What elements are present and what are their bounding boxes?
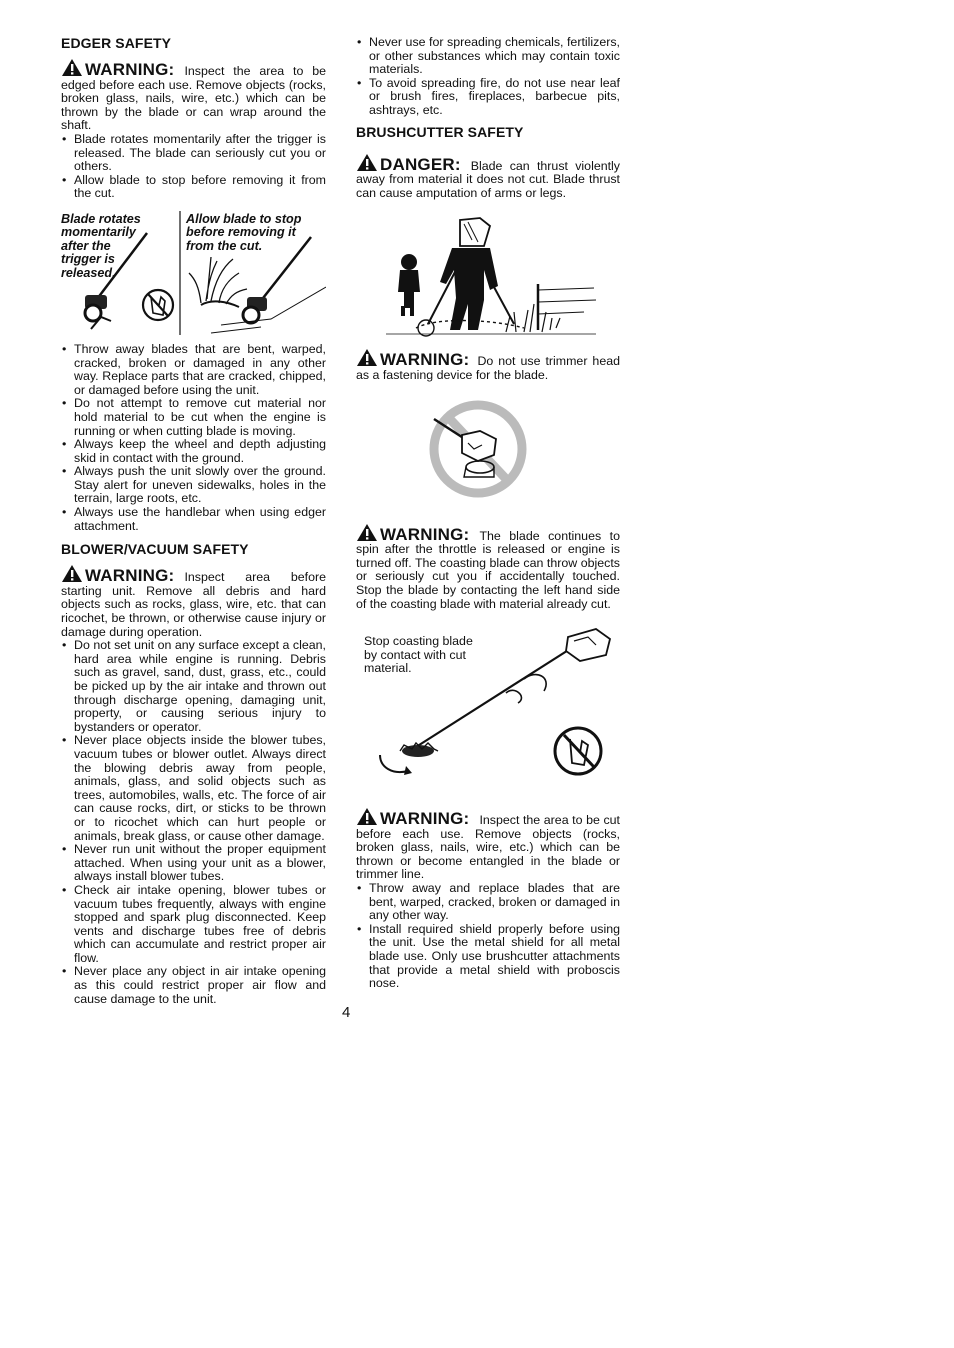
warning-triangle-icon	[61, 58, 83, 77]
coasting-blade-figure	[356, 621, 620, 791]
prohibited-trimmer-head-icon	[356, 383, 620, 519]
coasting-blade-illustration	[356, 621, 620, 791]
brushcutter-danger	[356, 153, 620, 201]
figure-caption-right: Allow blade to stop before removing it from the cut.	[186, 211, 302, 253]
list-item: • Always keep the wheel and depth adjusting skid in contact with the ground.	[61, 438, 326, 465]
brushcutter-bullets	[356, 882, 620, 991]
list-item: • Never place objects inside the blower tubes, vacuum tubes or blower outlet. Always direct the blowing debris away from people, animals, glass, and solid objects such as trees, automobiles, walls, etc. The force of air can cause rocks, dirt, or sticks to be thrown or to ricochet which can hurt people or animals, break glass, or cause other damage.	[61, 734, 326, 843]
right-column	[356, 36, 620, 991]
list-item: • Check air intake opening, blower tubes or vacuum tubes frequently, always with engine stopped and spark plug disconnected. Keep vents and discharge tubes free of debris which can accumulate and restrict proper air flow.	[61, 884, 326, 966]
page-number: 4	[342, 1004, 351, 1021]
list-item: • Never place any object in air intake opening as this could restrict proper air flow and cause damage to the unit.	[61, 965, 326, 1006]
figure-caption-left: Blade rotates momentarily after the trigger is released.	[61, 211, 141, 280]
warning-triangle-icon	[61, 564, 83, 583]
list-item: • Allow blade to stop before removing it from the cut.	[61, 174, 326, 201]
warning-triangle-icon	[356, 807, 378, 826]
coast-caption: Stop coasting blade by contact with cut material.	[364, 634, 473, 676]
warning-text: The blade continues to spin after the throttle is released or engine is turned off. The coasting blade can throw objects or seriously cut you if accidentally touched. Stop the blade by contacting the left hand side of the coasting blade with material already cut.	[356, 528, 620, 611]
brushcutter-warning-1	[356, 348, 620, 382]
list-item: • Never run unit without the proper equipment attached. When using your unit as a blower, always install blower tubes.	[61, 843, 326, 884]
brushcutter-warning-2	[356, 523, 620, 612]
list-item: • Never use for spreading chemicals, fertilizers, or other substances which may contain toxic materials.	[356, 36, 620, 77]
danger-text: Blade can thrust violently away from material it does not cut. Blade thrust can cause amputation of arms or legs.	[356, 158, 620, 200]
edger-illustration	[61, 209, 326, 337]
warning-text: Inspect the area to be cut before each use. Remove objects (rocks, broken glass, nails, wire, etc.) which can be thrown or become entangled in the blade or trimmer line.	[356, 813, 620, 882]
blower-bullets	[61, 639, 326, 1006]
trimmer-head-figure	[356, 383, 620, 519]
warning-text: Do not use trimmer head as a fastening device for the blade.	[356, 354, 620, 382]
warning-text: Inspect area before starting unit. Remove all debris and hard objects such as rocks, glass, wire, etc. that can ricochet, be thrown, or otherwise cause injury or damage during operation.	[61, 570, 326, 639]
list-item: • Always use the handlebar when using edger attachment.	[61, 506, 326, 533]
blower-continued-bullets	[356, 36, 620, 118]
edger-bullets-a	[61, 133, 326, 201]
list-item: • Do not set unit on any surface except a clean, hard area while engine is running. Debris such as gravel, sand, dust, grass, etc., could be picked up by the air intake and thrown out through discharge opening, damaging unit, property, or causing serious injury to bystanders or operator.	[61, 639, 326, 734]
warning-triangle-icon	[356, 523, 378, 542]
warning-label: WARNING:	[380, 524, 470, 544]
list-item: • Install required shield properly before using the unit. Use the metal shield for all metal blade use. Only use brushcutter attachments that provide a metal shield with proboscis nose.	[356, 923, 620, 991]
warning-triangle-icon	[356, 348, 378, 367]
list-item: • Throw away blades that are bent, warped, cracked, broken or damaged in any other way. Replace parts that are cracked, chipped, or damaged before using the unit.	[61, 343, 326, 397]
edger-figure	[61, 209, 326, 337]
warning-label: WARNING:	[85, 566, 175, 586]
list-item: • Blade rotates momentarily after the trigger is released. The blade can seriously cut you or others.	[61, 133, 326, 174]
danger-label: DANGER:	[380, 154, 461, 174]
list-item: • Always push the unit slowly over the ground. Stay alert for uneven sidewalks, holes in the terrain, large roots, etc.	[61, 465, 326, 506]
list-item: • Do not attempt to remove cut material nor hold material to be cut when the engine is running or when cutting blade is moving.	[61, 397, 326, 438]
blower-warning	[61, 564, 326, 639]
warning-text: Inspect the area to be edged before each use. Remove objects (rocks, broken glass, nails, wire, etc.) which can be thrown by the blade or can wrap around the shaft.	[61, 64, 326, 133]
list-item: • To avoid spreading fire, do not use near leaf or brush fires, fireplaces, barbecue pits, ashtrays, etc.	[356, 77, 620, 118]
brushcutter-thrust-figure	[356, 200, 620, 340]
warning-label: WARNING:	[380, 350, 470, 370]
blower-heading: BLOWER/VACUUM SAFETY	[61, 541, 249, 558]
warning-label: WARNING:	[380, 809, 470, 829]
operator-illustration	[356, 200, 620, 340]
edger-heading: EDGER SAFETY	[61, 35, 172, 51]
warning-triangle-icon	[356, 153, 378, 172]
brushcutter-warning-3	[356, 807, 620, 882]
edger-bullets-b	[61, 343, 326, 533]
left-column	[61, 35, 326, 1006]
warning-label: WARNING:	[85, 60, 175, 79]
edger-warning	[61, 58, 326, 133]
brushcutter-heading: BRUSHCUTTER SAFETY	[356, 123, 524, 140]
list-item: • Throw away and replace blades that are bent, warped, cracked, broken or damaged in any other way.	[356, 882, 620, 923]
